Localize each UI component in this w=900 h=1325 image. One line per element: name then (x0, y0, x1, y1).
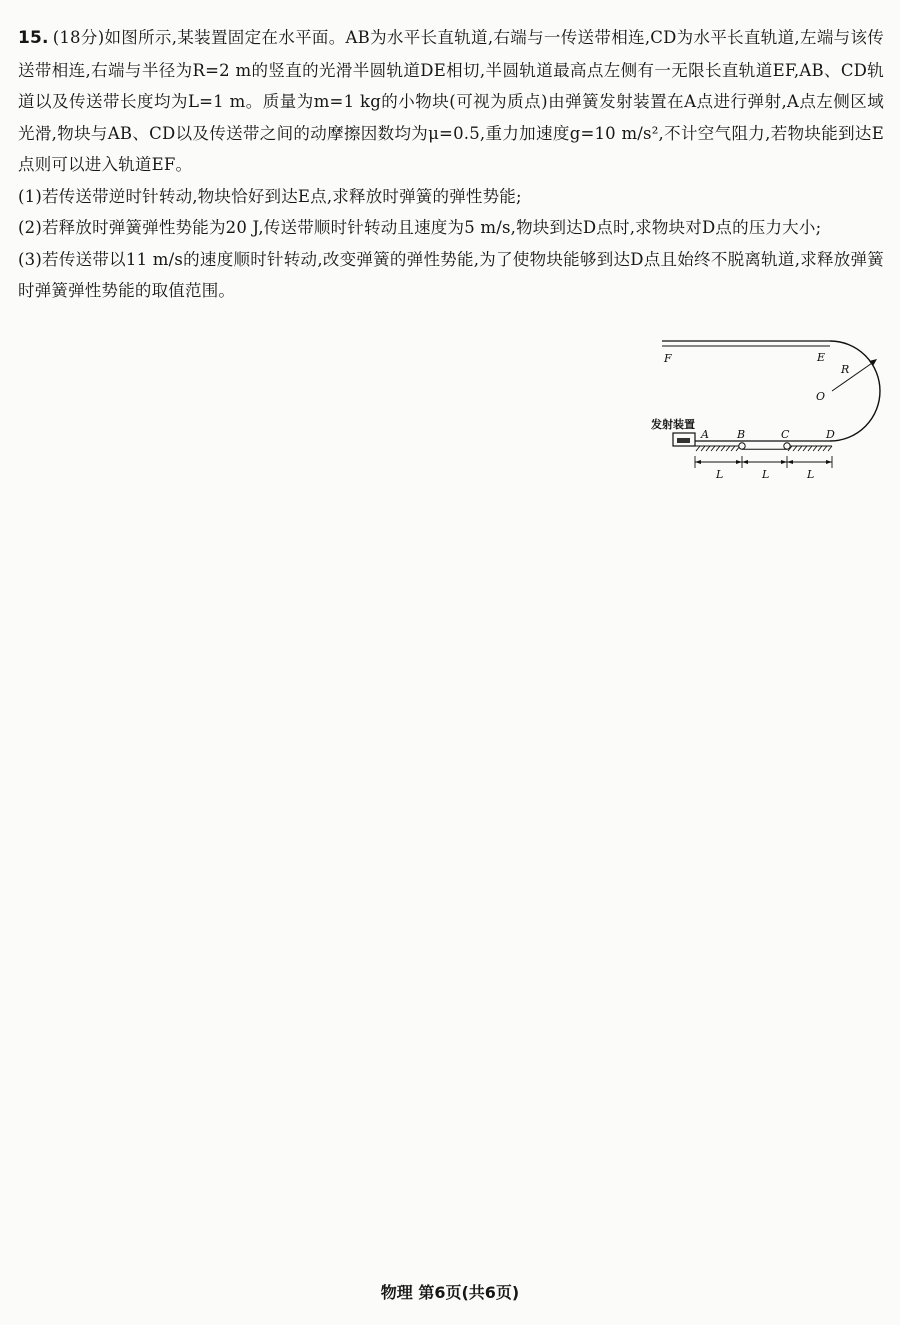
label-d: D (826, 428, 835, 441)
sub-question-1: (1)若传送带逆时针转动,物块恰好到达E点,求释放时弹簧的弹性势能; (18, 186, 522, 206)
label-e: E (817, 351, 826, 364)
label-f: F (664, 352, 672, 365)
label-b: B (737, 428, 746, 441)
apparatus-diagram (650, 333, 890, 483)
dim-arrow-5 (787, 460, 793, 464)
belt-roller-c (784, 443, 790, 449)
label-o: O (816, 390, 826, 403)
dim-arrow-1 (695, 460, 701, 464)
radius-line (832, 361, 875, 391)
problem-intro-text: (18分)如图所示,某装置固定在水平面。AB为水平长直轨道,右端与一传送带相连,CD为水平长直轨道,左端与该传送带相连,右端与半径为R=2 m的竖直的光滑半圆轨道DE相切,半圆轨道最高点左侧有一无限长直轨道EF,AB、CD轨道以及传送带长度均为L=1 m。质量为m=1 kg的小物块(可视为质点)由弹簧发射装置在A点进行弹射,A点左侧区域光滑,物块与AB、CD以及传送带之间的动摩擦因数均为μ=0.5,重力加速度g=10 m/s²,不计空气阻力,若物块能到达E点则可以进入轨道EF。 (18, 28, 884, 174)
label-c: C (781, 428, 790, 441)
dim-label-ab: L (716, 468, 724, 481)
dim-arrow-2 (736, 460, 742, 464)
launcher-spring (677, 438, 690, 443)
dim-label-bc: L (762, 468, 770, 481)
label-a: A (701, 428, 709, 441)
dim-arrow-4 (781, 460, 787, 464)
belt-roller-b (739, 443, 745, 449)
hatching-ab (696, 446, 740, 451)
dim-arrow-3 (742, 460, 748, 464)
problem-15 (18, 22, 884, 307)
problem-intro (18, 22, 884, 181)
question-number: 15. (18, 28, 49, 48)
launcher-label: 发射装置 (651, 418, 695, 431)
dim-arrow-6 (826, 460, 832, 464)
sub-question-2: (2)若释放时弹簧弹性势能为20 J,传送带顺时针转动且速度为5 m/s,物块到达D点时,求物块对D点的压力大小; (18, 218, 822, 237)
hatching-cd (788, 446, 832, 451)
apparatus-figure (650, 333, 890, 483)
sub-question-3: (3)若传送带以11 m/s的速度顺时针转动,改变弹簧的弹性势能,为了使物块能够到达D点且始终不脱离轨道,求释放弹簧时弹簧弹性势能的取值范围。 (18, 249, 884, 300)
label-r: R (841, 363, 850, 376)
semicircle-track-de (830, 341, 880, 441)
page-footer: 物理 第6页(共6页) (380, 1283, 520, 1302)
dim-label-cd: L (807, 468, 815, 481)
